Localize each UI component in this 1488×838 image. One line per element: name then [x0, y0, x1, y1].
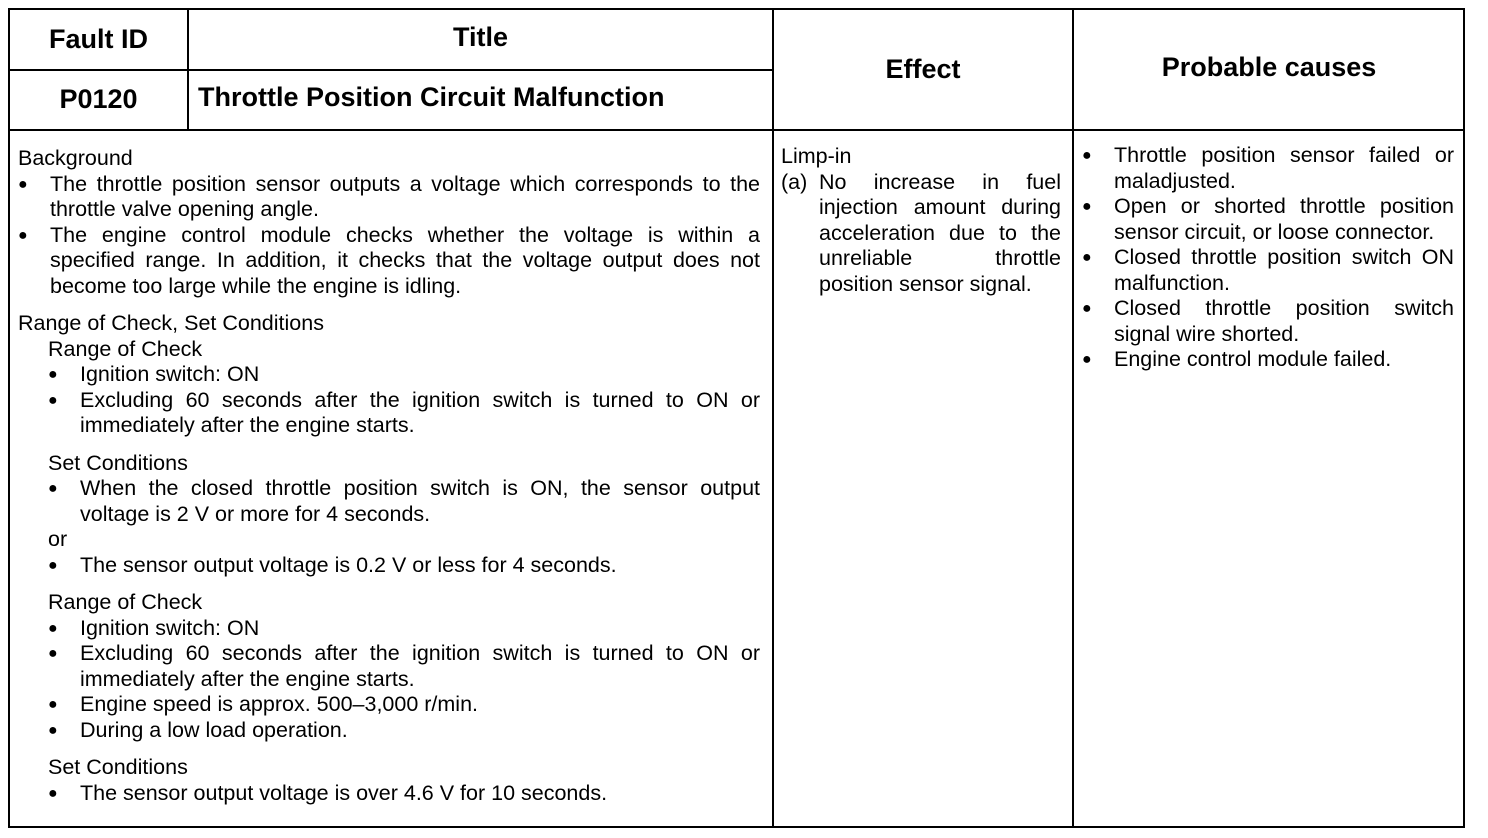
set-conditions-list — [48, 476, 760, 527]
list-item: ● Excluding 60 seconds after the ignition switch is turned to ON or immediately after the engine starts. — [48, 388, 760, 439]
effect-marker: (a) — [781, 169, 808, 194]
causes-cell — [1082, 143, 1454, 373]
fault-id-header: Fault ID — [49, 24, 148, 54]
or-text: or — [48, 527, 68, 551]
effect-heading: Limp-in — [781, 144, 852, 168]
divider-title-effect — [772, 9, 774, 828]
list-item: ● When the closed throttle position switch is ON, the sensor output voltage is 2 V or more for 4 seconds. — [48, 476, 760, 527]
range-of-check-list — [48, 362, 760, 439]
range-of-check-list-2 — [48, 616, 760, 744]
list-item: ● Engine control module failed. — [1082, 347, 1454, 373]
set-conditions-heading: Set Conditions — [48, 450, 188, 475]
effect-list — [781, 170, 1061, 298]
background-heading: Background — [18, 146, 133, 170]
causes-list — [1082, 143, 1454, 373]
list-item: ● During a low load operation. — [48, 718, 760, 744]
list-item — [781, 170, 1061, 298]
divider-effect-causes — [1072, 9, 1074, 828]
list-item: ● The sensor output voltage is over 4.6 V for 10 seconds. — [48, 781, 760, 807]
title-header: Title — [452, 22, 508, 52]
effect-text: No increase in fuel injection amount during acceleration due to the unreliable throttle position sensor signal. — [819, 169, 1061, 296]
list-item: ● Closed throttle position switch signal wire shorted. — [1082, 296, 1454, 347]
list-item: ● The engine control module checks whether the voltage is within a specified range. In addition, it checks that the voltage output does not become too large while the engine is idling. — [18, 223, 760, 300]
fault-title-value: Throttle Position Circuit Malfunction — [198, 82, 665, 112]
list-item: ● Excluding 60 seconds after the ignition switch is turned to ON or immediately after the engine starts. — [48, 641, 760, 692]
list-item: ● The sensor output voltage is 0.2 V or less for 4 seconds. — [48, 553, 760, 579]
description-cell — [18, 146, 760, 806]
effect-header: Effect — [885, 54, 961, 84]
background-list — [18, 172, 760, 300]
causes-header: Probable causes — [1161, 52, 1377, 82]
range-of-check-heading: Range of Check — [48, 336, 203, 361]
list-item: ● Engine speed is approx. 500–3,000 r/min. — [48, 692, 760, 718]
effect-cell — [781, 144, 1061, 297]
set-conditions-list-2 — [48, 781, 760, 807]
fault-id-value: P0120 — [59, 84, 138, 114]
list-item: ● Closed throttle position switch ON malfunction. — [1082, 245, 1454, 296]
list-item: ● Open or shorted throttle position sensor circuit, or loose connector. — [1082, 194, 1454, 245]
range-set-heading: Range of Check, Set Conditions — [18, 311, 324, 335]
divider-header-body — [9, 129, 1464, 131]
list-item: ● Ignition switch: ON — [48, 616, 760, 642]
range-of-check-heading-2: Range of Check — [48, 590, 203, 614]
set-conditions-heading-2: Set Conditions — [48, 755, 188, 779]
list-item: ● The throttle position sensor outputs a voltage which corresponds to the throttle valve opening angle. — [18, 172, 760, 223]
set-conditions-alt-list — [48, 553, 760, 579]
list-item: ● Throttle position sensor failed or maladjusted. — [1082, 143, 1454, 194]
list-item: ● Ignition switch: ON — [48, 362, 760, 388]
